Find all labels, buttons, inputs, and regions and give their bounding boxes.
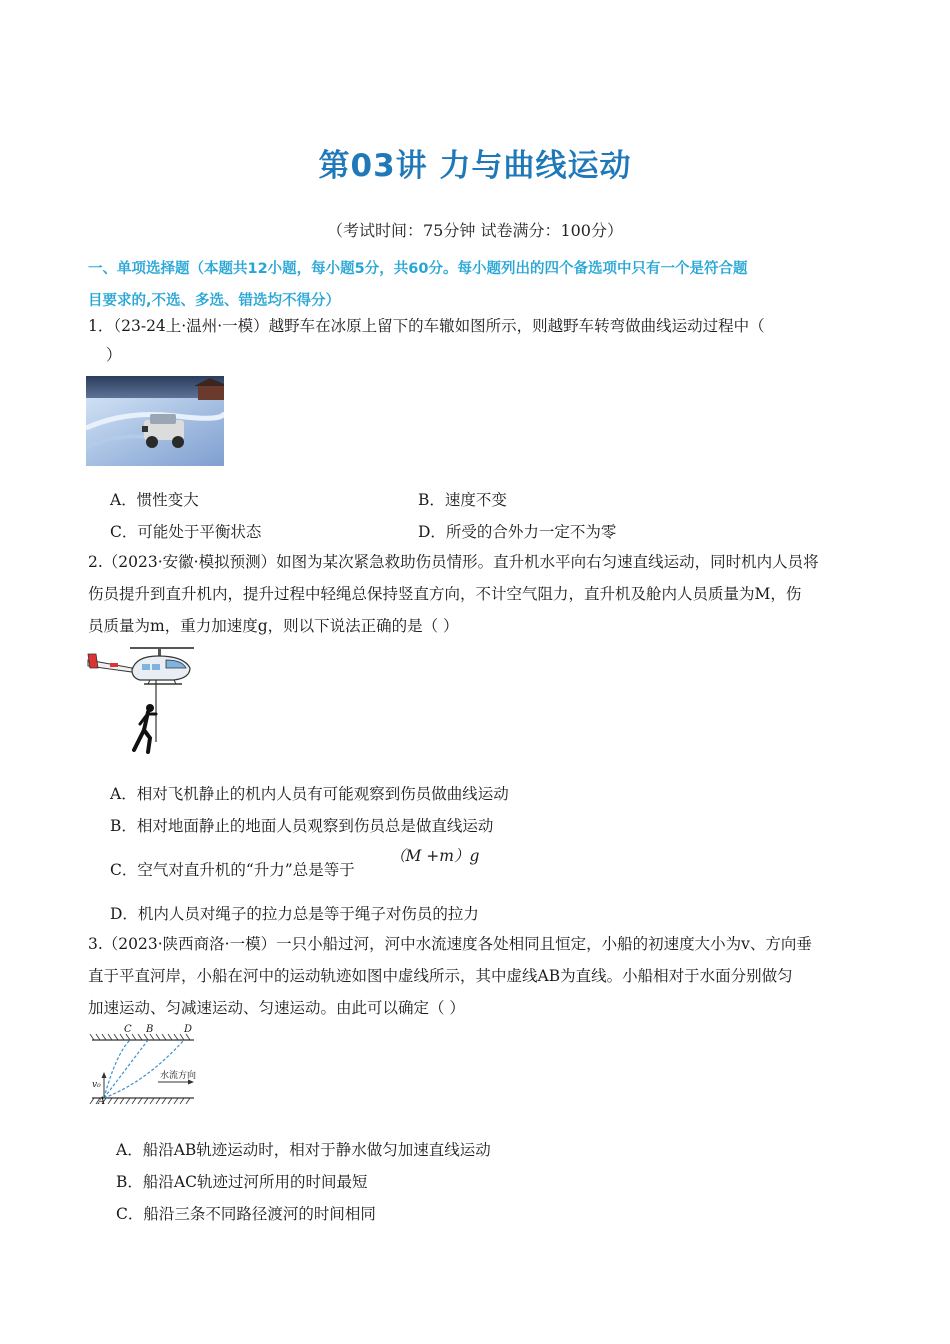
question-3 [88, 928, 878, 1024]
section-heading-line1: 一、单项选择题（本题共12小题，每小题5分，共60分。每小题列出的四个备选项中只有一个是符合题 [88, 261, 748, 277]
q3-option-a[interactable]: A．船沿AB轨迹运动时，相对于静水做匀加速直线运动 [116, 1141, 491, 1159]
q1-option-d[interactable]: D．所受的合外力一定不为零 [418, 523, 617, 541]
question-1-line1: 1．（23-24上·温州·一模）越野车在冰原上留下的车辙如图所示，则越野车转弯做曲线运动过程中（ [88, 317, 765, 335]
section-heading-line2: 目要求的,不选、多选、错选均不得分） [88, 293, 341, 309]
q1-option-b[interactable]: B．速度不变 [418, 491, 507, 509]
question-2-line3: 员质量为m，重力加速度g，则以下说法正确的是（ ） [88, 617, 459, 635]
question-3-line2: 直于平直河岸，小船在河中的运动轨迹如图中虚线所示，其中虚线AB为直线。小船相对于水面分别做匀 [88, 967, 793, 985]
q2-option-a[interactable]: A．相对飞机静止的机内人员有可能观察到伤员做曲线运动 [110, 785, 509, 803]
label-flow-direction: 水流方向 [160, 1071, 197, 1081]
label-b: B [146, 1024, 154, 1035]
river-crossing-diagram-icon [86, 1024, 216, 1106]
q2-option-c-formula: （M +m）g [390, 847, 480, 865]
label-c: C [124, 1024, 132, 1035]
helicopter-rescue-icon [86, 642, 198, 756]
question-2 [88, 546, 878, 642]
question-3-line1: 3.（2023·陕西商洛·一模）一只小船过河，河中水流速度各处相同且恒定，小船的初速度大小为v、方向垂 [88, 935, 812, 953]
question-2-line2: 伤员提升到直升机内，提升过程中轻绳总保持竖直方向，不计空气阻力，直升机及舱内人员质量为M，伤 [88, 585, 802, 603]
label-d: D [184, 1024, 193, 1035]
question-2-line1: 2.（2023·安徽·模拟预测）如图为某次紧急救助伤员情形。直升机水平向右匀速直线运动，同时机内人员将 [88, 553, 819, 571]
q1-option-a[interactable]: A．惯性变大 [110, 491, 199, 509]
section-heading [88, 253, 868, 317]
question-1-line2: ） [106, 346, 122, 364]
q2-option-d[interactable]: D．机内人员对绳子的拉力总是等于绳子对伤员的拉力 [110, 905, 479, 923]
label-v0: v₀ [92, 1080, 101, 1090]
q3-option-c[interactable]: C．船沿三条不同路径渡河的时间相同 [116, 1205, 376, 1223]
q2-option-c[interactable]: C．空气对直升机的“升力”总是等于 [110, 861, 355, 879]
q2-option-b[interactable]: B．相对地面静止的地面人员观察到伤员总是做直线运动 [110, 817, 494, 835]
snow-jeep-photo-icon [86, 376, 224, 466]
q3-option-b[interactable]: B．船沿AC轨迹过河所用的时间最短 [116, 1173, 368, 1191]
question-1 [88, 310, 868, 368]
q1-option-c[interactable]: C．可能处于平衡状态 [110, 523, 262, 541]
page-title: 第03讲 力与曲线运动 [318, 148, 632, 184]
question-3-line3: 加速运动、匀减速运动、匀速运动。由此可以确定（ ） [88, 999, 465, 1017]
label-a: A [98, 1096, 106, 1107]
exam-info: （考试时间：75分钟 试卷满分：100分） [327, 221, 623, 240]
